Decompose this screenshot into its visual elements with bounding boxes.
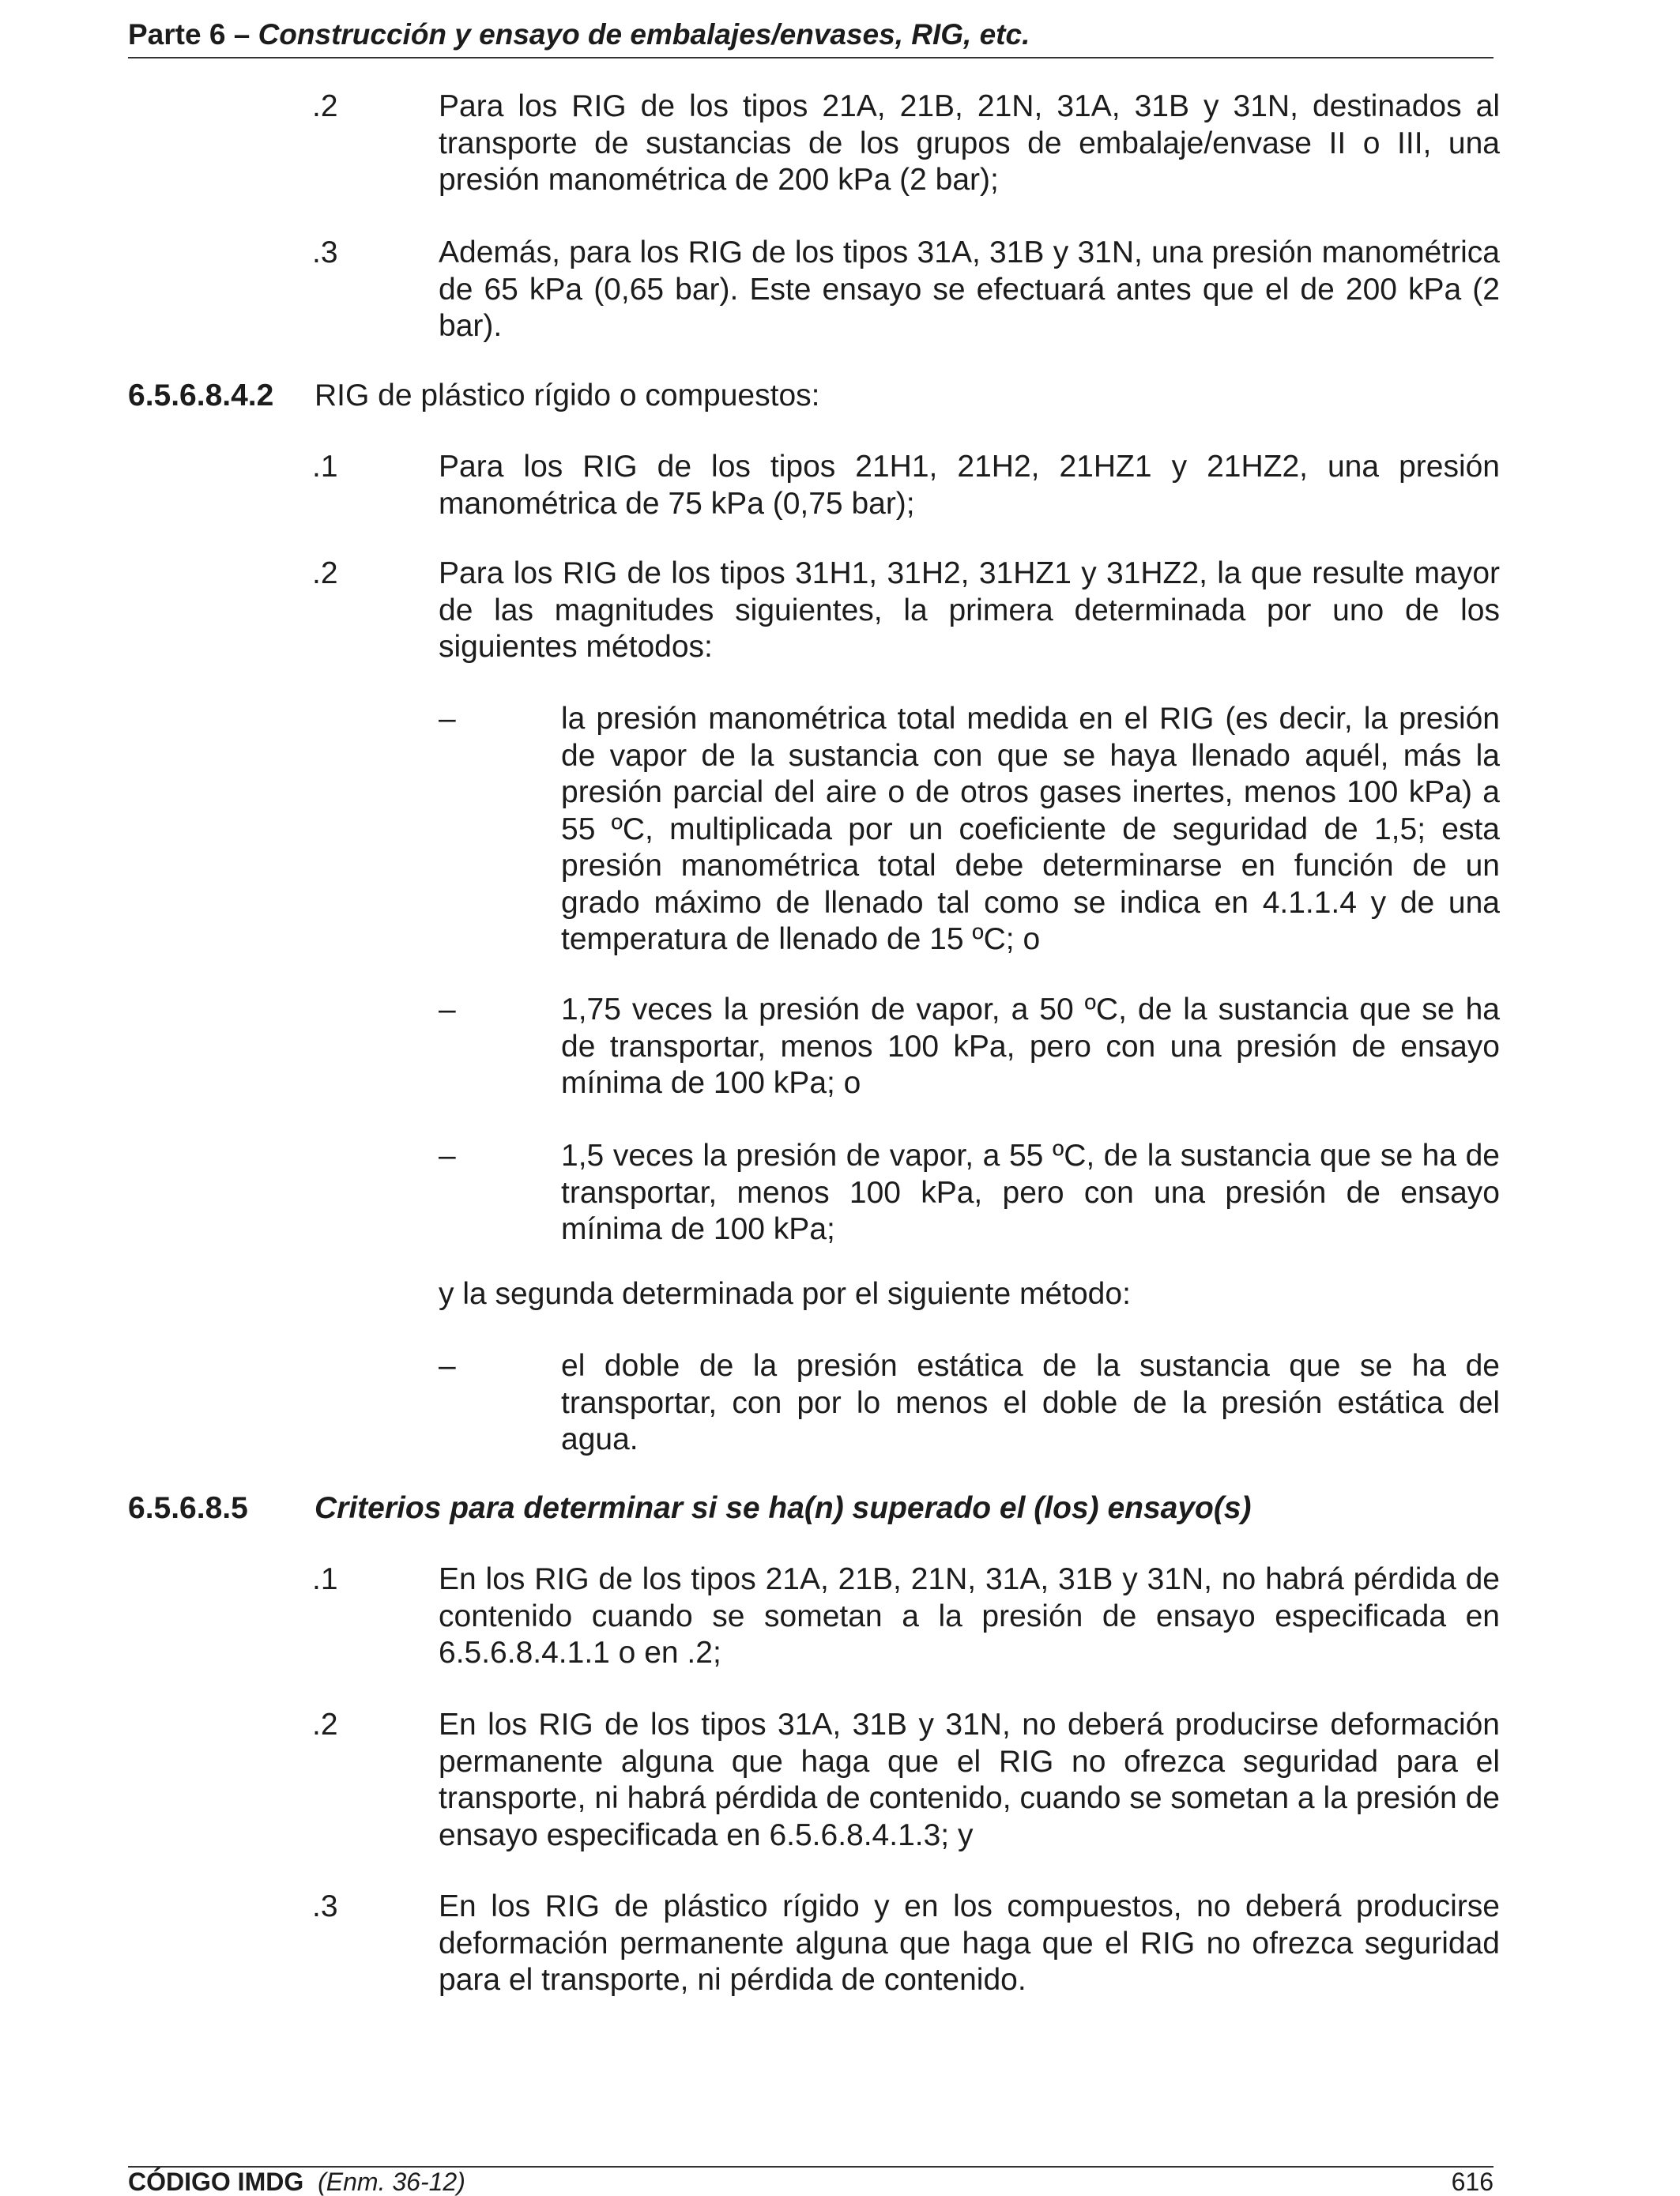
item-text: Además, para los RIG de los tipos 31A, 31B y 31N, una presión manométrica de 65 kPa (0,65 bar). Este ensayo se efectuará antes que el de 200 kPa (2 bar).: [439, 235, 1500, 343]
footer-amendment: (Enm. 36-12): [318, 2168, 465, 2196]
item-text: En los RIG de los tipos 21A, 21B, 21N, 31A, 31B y 31N, no habrá pérdida de contenido cuando se sometan a la presión de ensayo especificada en 6.5.6.8.4.1.1 o en .2;: [439, 1562, 1500, 1670]
section-number: 6.5.6.8.4.2: [128, 379, 274, 412]
dash-marker: –: [439, 1139, 456, 1173]
item-number: .3: [312, 1889, 338, 1923]
item-text: En los RIG de plástico rígido y en los compuestos, no deberá producirse deformación permanente alguna que haga que el RIG no ofrezca seguridad para el transporte, ni pérdida de contenido.: [439, 1889, 1500, 1997]
section-title: RIG de plástico rígido o compuestos:: [315, 379, 820, 412]
section-title: Criterios para determinar si se ha(n) superado el (los) ensayo(s): [315, 1491, 1252, 1525]
page-header: [128, 17, 1494, 58]
dash-marker: –: [439, 702, 456, 736]
item-number: .3: [312, 235, 338, 269]
header-part: Parte 6 –: [128, 18, 258, 51]
page-footer: [128, 2166, 1494, 2195]
section-number: 6.5.6.8.5: [128, 1491, 248, 1525]
item-text: Para los RIG de los tipos 21H1, 21H2, 21HZ1 y 21HZ2, una presión manométrica de 75 kPa (0,75 bar);: [439, 450, 1500, 521]
item-text: Para los RIG de los tipos 21A, 21B, 21N, 31A, 31B y 31N, destinados al transporte de sustancias de los grupos de embalaje/envase II o III, una presión manométrica de 200 kPa (2 bar);: [439, 89, 1500, 197]
item-number: .2: [312, 1708, 338, 1742]
item-number: .2: [312, 556, 338, 590]
item-text: Para los RIG de los tipos 31H1, 31H2, 31HZ1 y 31HZ2, la que resulte mayor de las magnitudes siguientes, la primera determinada por uno de los siguientes métodos:: [439, 556, 1500, 664]
item-number: .1: [312, 450, 338, 484]
intro-text: y la segunda determinada por el siguiente método:: [439, 1277, 1131, 1311]
dash-marker: –: [439, 993, 456, 1026]
page-number: 616: [1451, 2168, 1494, 2196]
footer-code: CÓDIGO IMDG: [128, 2168, 304, 2196]
dash-marker: –: [439, 1349, 456, 1383]
item-number: .1: [312, 1562, 338, 1596]
item-text: En los RIG de los tipos 31A, 31B y 31N, no deberá producirse deformación permanente alguna que haga que el RIG no ofrezca seguridad para el transporte, ni habrá pérdida de contenido, cuando se sometan a la presión de ensayo especificada en 6.5.6.8.4.1.3; y: [439, 1708, 1500, 1852]
item-number: .2: [312, 89, 338, 123]
header-title: Construcción y ensayo de embalajes/envases, RIG, etc.: [258, 18, 1030, 51]
dash-text: la presión manométrica total medida en el RIG (es decir, la presión de vapor de la sustancia con que se haya llenado aquél, más la presión parcial del aire o de otros gases inertes, menos 100 kPa) a 55 ºC, multiplicada por un coeficiente de seguridad de 1,5; esta presión manométrica total debe determinarse en función de un grado máximo de llenado tal como se indica en 4.1.1.4 y de una temperatura de llenado de 15 ºC; o: [561, 702, 1500, 956]
dash-text: el doble de la presión estática de la sustancia que se ha de transportar, con por lo menos el doble de la presión estática del agua.: [561, 1349, 1500, 1456]
dash-text: 1,75 veces la presión de vapor, a 50 ºC, de la sustancia que se ha de transportar, menos 100 kPa, pero con una presión de ensayo mínima de 100 kPa; o: [561, 993, 1500, 1100]
dash-text: 1,5 veces la presión de vapor, a 55 ºC, de la sustancia que se ha de transportar, menos 100 kPa, pero con una presión de ensayo mínima de 100 kPa;: [561, 1139, 1500, 1246]
